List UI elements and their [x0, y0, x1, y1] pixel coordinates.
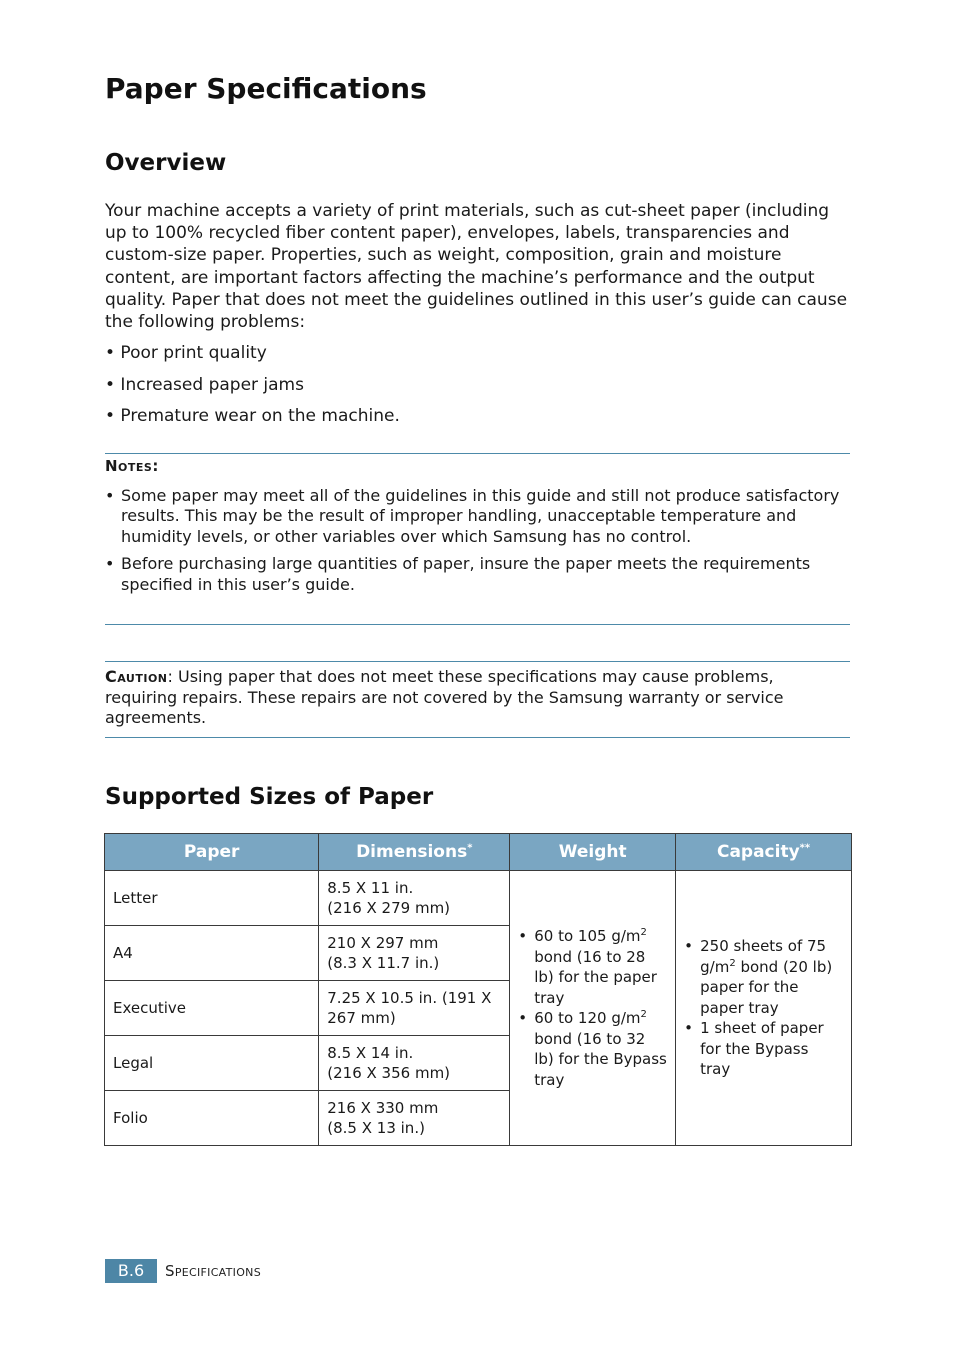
- dim-line: 210 X 297 mm: [327, 933, 439, 952]
- problem-list: [105, 342, 850, 437]
- list-item: • Increased paper jams: [105, 374, 304, 395]
- footnote-mark: *: [467, 842, 473, 854]
- superscript: 2: [640, 1009, 647, 1020]
- weight-text: 60 to 105 g/m: [534, 927, 641, 945]
- divider: [105, 453, 850, 454]
- header-capacity: [676, 834, 852, 871]
- cell-paper: Executive: [105, 981, 319, 1036]
- overview-intro: Your machine accepts a variety of print materials, such as cut-sheet paper (including up to 100% recycled fiber content paper), envelopes, labels, transparencies and custom-size paper. Properties, such as weight, composition, grain and moisture content, are important factors affecting the machine’s performance and the output quality. Paper that does not meet the guidelines outlined in this user’s guide can cause the following problems:: [105, 201, 848, 333]
- list-item: • Some paper may meet all of the guidelines in this guide and still not produce satisfactory results. This may be the result of improper handling, unacceptable temperature and humidity levels, or other variables over which Samsung has no control.: [105, 486, 850, 547]
- dim-line: (8.5 X 13 in.): [327, 1119, 425, 1137]
- caution-label: Caution: [105, 667, 168, 686]
- dim-line: 7.25 X 10.5 in. (191 X: [327, 988, 492, 1007]
- divider: [105, 661, 850, 662]
- dim-line: 8.5 X 11 in.: [327, 878, 414, 897]
- cell-dimensions: [319, 1036, 510, 1091]
- notes-title: Notes:: [105, 457, 159, 475]
- superscript: 2: [729, 957, 736, 969]
- capacity-text: bond (20 lb) paper for the paper tray: [700, 957, 833, 1017]
- page-number: B.6: [105, 1259, 157, 1283]
- weight-text: bond (16 to 32 lb) for the Bypass tray: [534, 1029, 667, 1089]
- list-item: • Premature wear on the machine.: [105, 406, 400, 426]
- capacity-list: [684, 936, 843, 1080]
- divider: [105, 624, 850, 625]
- page-title: Paper Specifications: [105, 72, 427, 105]
- cell-paper: Legal: [105, 1036, 319, 1091]
- superscript: 2: [640, 927, 647, 938]
- dim-line: 8.5 X 14 in.: [327, 1043, 414, 1062]
- list-item: [518, 926, 667, 1008]
- cell-capacity: [676, 871, 852, 1146]
- caution-text: [105, 667, 850, 729]
- cell-weight: [510, 871, 676, 1146]
- cell-dimensions: [319, 981, 510, 1036]
- list-item: [518, 1008, 667, 1090]
- paper-sizes-table: [104, 833, 852, 1146]
- header-paper: Paper: [105, 834, 319, 871]
- cell-paper: A4: [105, 926, 319, 981]
- notes-list: [105, 486, 850, 602]
- cell-dimensions: [319, 871, 510, 926]
- header-dimensions: [319, 834, 510, 871]
- header-capacity-label: Capacity: [716, 841, 800, 862]
- dim-line: (8.3 X 11.7 in.): [327, 954, 440, 972]
- weight-list: [518, 926, 667, 1090]
- cell-paper: Folio: [105, 1091, 319, 1146]
- dim-line: 267 mm): [327, 1009, 396, 1027]
- header-dimensions-label: Dimensions: [356, 841, 468, 862]
- sizes-heading: Supported Sizes of Paper: [105, 784, 434, 810]
- list-item: • Before purchasing large quantities of paper, insure the paper meets the requirements specified in this user’s guide.: [105, 554, 850, 595]
- cell-dimensions: [319, 1091, 510, 1146]
- list-item: • Poor print quality: [105, 343, 267, 363]
- header-weight: Weight: [510, 834, 676, 871]
- table-row: [105, 871, 852, 926]
- section-name: Specifications: [165, 1262, 261, 1280]
- cell-paper: Letter: [105, 871, 319, 926]
- weight-text: 60 to 120 g/m: [534, 1009, 641, 1027]
- divider: [105, 737, 850, 738]
- table-header-row: [105, 834, 852, 871]
- dim-line: 216 X 330 mm: [327, 1098, 439, 1117]
- page-footer: [105, 1259, 261, 1283]
- list-item: [684, 936, 843, 1018]
- capacity-text: 250 sheets of 75 g/m: [700, 937, 827, 976]
- overview-heading: Overview: [105, 150, 227, 176]
- dim-line: (216 X 279 mm): [327, 899, 451, 917]
- list-item: • 1 sheet of paper for the Bypass tray: [684, 1018, 843, 1080]
- caution-body: : Using paper that does not meet these specifications may cause problems, requiring repairs. These repairs are not covered by the Samsung warranty or service agreements.: [105, 667, 784, 727]
- dim-line: (216 X 356 mm): [327, 1064, 451, 1082]
- weight-text: bond (16 to 28 lb) for the paper tray: [534, 947, 657, 1007]
- cell-dimensions: [319, 926, 510, 981]
- footnote-mark: **: [799, 842, 811, 854]
